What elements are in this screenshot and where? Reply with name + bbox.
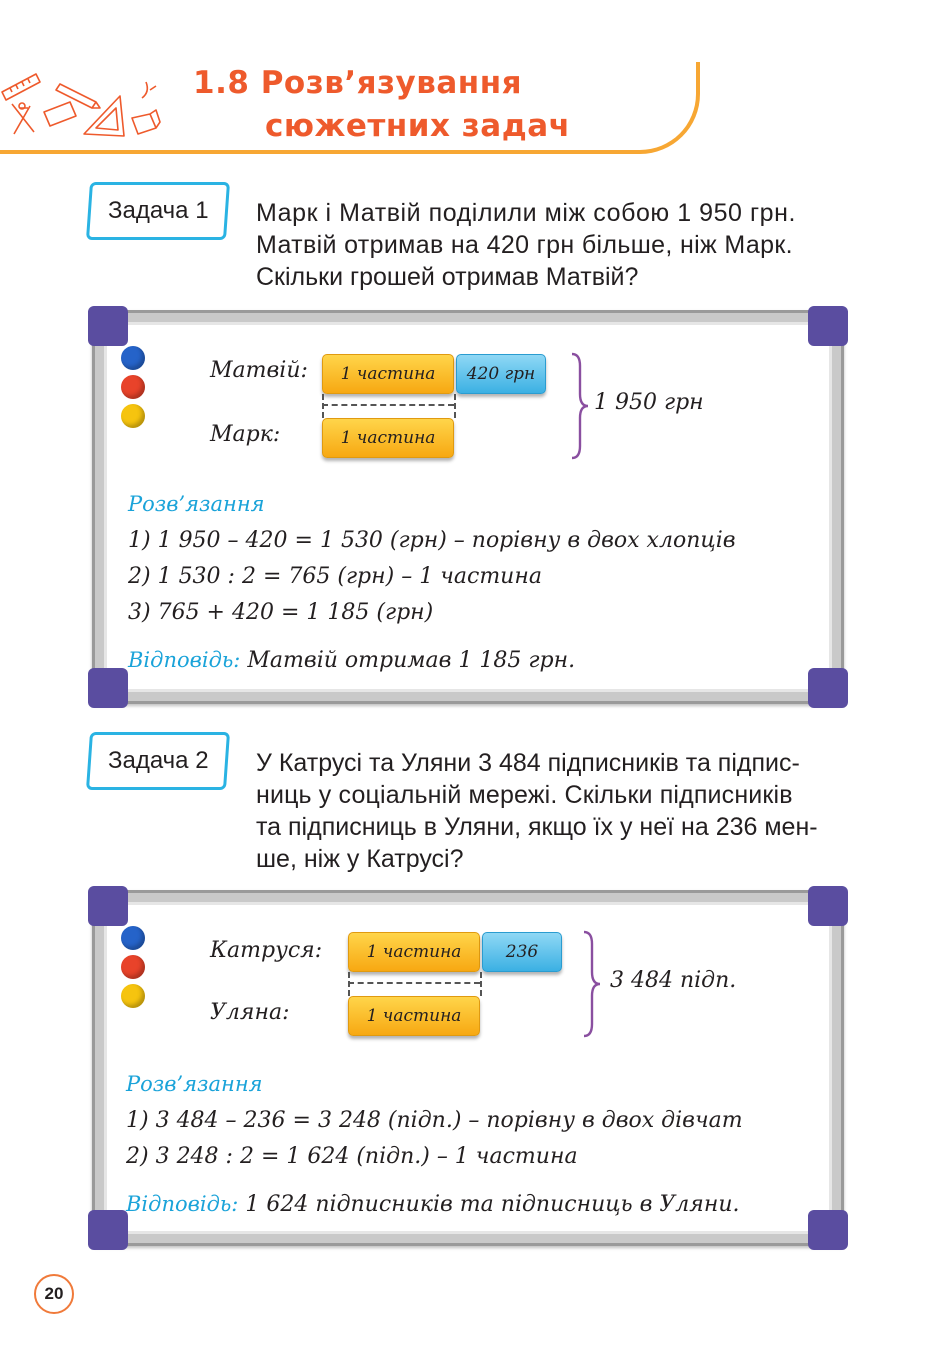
board-corner bbox=[88, 886, 128, 926]
task1-text-line: Скільки грошей отримав Матвій? bbox=[256, 263, 639, 291]
answer-text: Матвій отримав 1 185 грн. bbox=[247, 648, 576, 673]
yellow-magnet-icon bbox=[121, 404, 145, 428]
board-corner bbox=[88, 306, 128, 346]
task1-text bbox=[256, 197, 851, 293]
dashed-guide bbox=[322, 404, 454, 406]
dashed-guide bbox=[322, 394, 324, 418]
board-corner bbox=[88, 668, 128, 708]
board-corner bbox=[88, 1210, 128, 1250]
diagram-total-label: 3 484 підп. bbox=[610, 968, 737, 993]
whiteboard-1 bbox=[92, 310, 844, 704]
task1-text-line: Марк і Матвій поділили між собою 1 950 грн. bbox=[256, 199, 796, 227]
blue-magnet-icon bbox=[121, 346, 145, 370]
answer-text: 1 624 підписників та підписниць в Уляни. bbox=[245, 1192, 740, 1217]
answer-line bbox=[128, 648, 575, 673]
solution-step: 1) 3 484 – 236 = 3 248 (підп.) – порівну в двох дівчат bbox=[126, 1108, 743, 1133]
task1-text-line: Матвій отримав на 420 грн більше, ніж Марк. bbox=[256, 231, 793, 259]
yellow-magnet-icon bbox=[121, 984, 145, 1008]
part-bar: 1 частина bbox=[348, 932, 480, 972]
diagram-total-label: 1 950 грн bbox=[594, 390, 704, 415]
solution-step: 3) 765 + 420 = 1 185 (грн) bbox=[128, 600, 434, 625]
part-bar: 1 частина bbox=[348, 996, 480, 1036]
answer-label: Відповідь: bbox=[126, 1192, 239, 1216]
task1-label-text: Задача 1 bbox=[107, 197, 209, 224]
part-bar: 1 частина bbox=[322, 354, 454, 394]
diagram-row2-label: Марк: bbox=[210, 422, 281, 447]
solution-step: 2) 1 530 : 2 = 765 (грн) – 1 частина bbox=[128, 564, 542, 589]
answer-label: Відповідь: bbox=[128, 648, 241, 672]
dashed-guide bbox=[454, 394, 456, 418]
red-magnet-icon bbox=[121, 375, 145, 399]
solution-step: 2) 3 248 : 2 = 1 624 (підп.) – 1 частина bbox=[126, 1144, 578, 1169]
dashed-guide bbox=[348, 982, 480, 984]
dashed-guide bbox=[348, 972, 350, 996]
task1-label bbox=[86, 182, 230, 240]
red-magnet-icon bbox=[121, 955, 145, 979]
task2-text-line: та підписниць в Уляни, якщо їх у неї на 236 мен- bbox=[256, 813, 818, 841]
diagram-row2-label: Уляна: bbox=[210, 1000, 290, 1025]
curly-brace-icon bbox=[582, 930, 602, 1038]
solution-title: Розв’язання bbox=[128, 492, 265, 516]
board-corner bbox=[808, 886, 848, 926]
extra-bar: 420 грн bbox=[456, 354, 546, 394]
extra-bar: 236 bbox=[482, 932, 562, 972]
dashed-guide bbox=[480, 972, 482, 996]
curly-brace-icon bbox=[570, 352, 590, 460]
task2-label-text: Задача 2 bbox=[107, 747, 209, 774]
task2-text-line: У Катрусі та Уляни 3 484 підписників та підпис- bbox=[256, 749, 800, 777]
page-title-line2: сюжетних задач bbox=[265, 108, 571, 144]
task2-text-line: ниць у соціальній мережі. Скільки підписників bbox=[256, 781, 793, 809]
board-corner bbox=[808, 668, 848, 708]
blue-magnet-icon bbox=[121, 926, 145, 950]
task2-text bbox=[256, 747, 851, 875]
answer-line bbox=[126, 1192, 740, 1217]
solution-title: Розв’язання bbox=[126, 1072, 263, 1096]
part-bar: 1 частина bbox=[322, 418, 454, 458]
board-corner bbox=[808, 306, 848, 346]
board-corner bbox=[808, 1210, 848, 1250]
page-number: 20 bbox=[34, 1274, 74, 1314]
diagram-row1-label: Катруся: bbox=[210, 938, 323, 963]
solution-step: 1) 1 950 – 420 = 1 530 (грн) – порівну в двох хлопців bbox=[128, 528, 736, 553]
task2-text-line: ше, ніж у Катрусі? bbox=[256, 845, 464, 873]
task2-label bbox=[86, 732, 230, 790]
page-title-line1: 1.8 Розв’язування bbox=[193, 65, 523, 101]
diagram-row1-label: Матвій: bbox=[210, 358, 308, 383]
whiteboard-2 bbox=[92, 890, 844, 1246]
